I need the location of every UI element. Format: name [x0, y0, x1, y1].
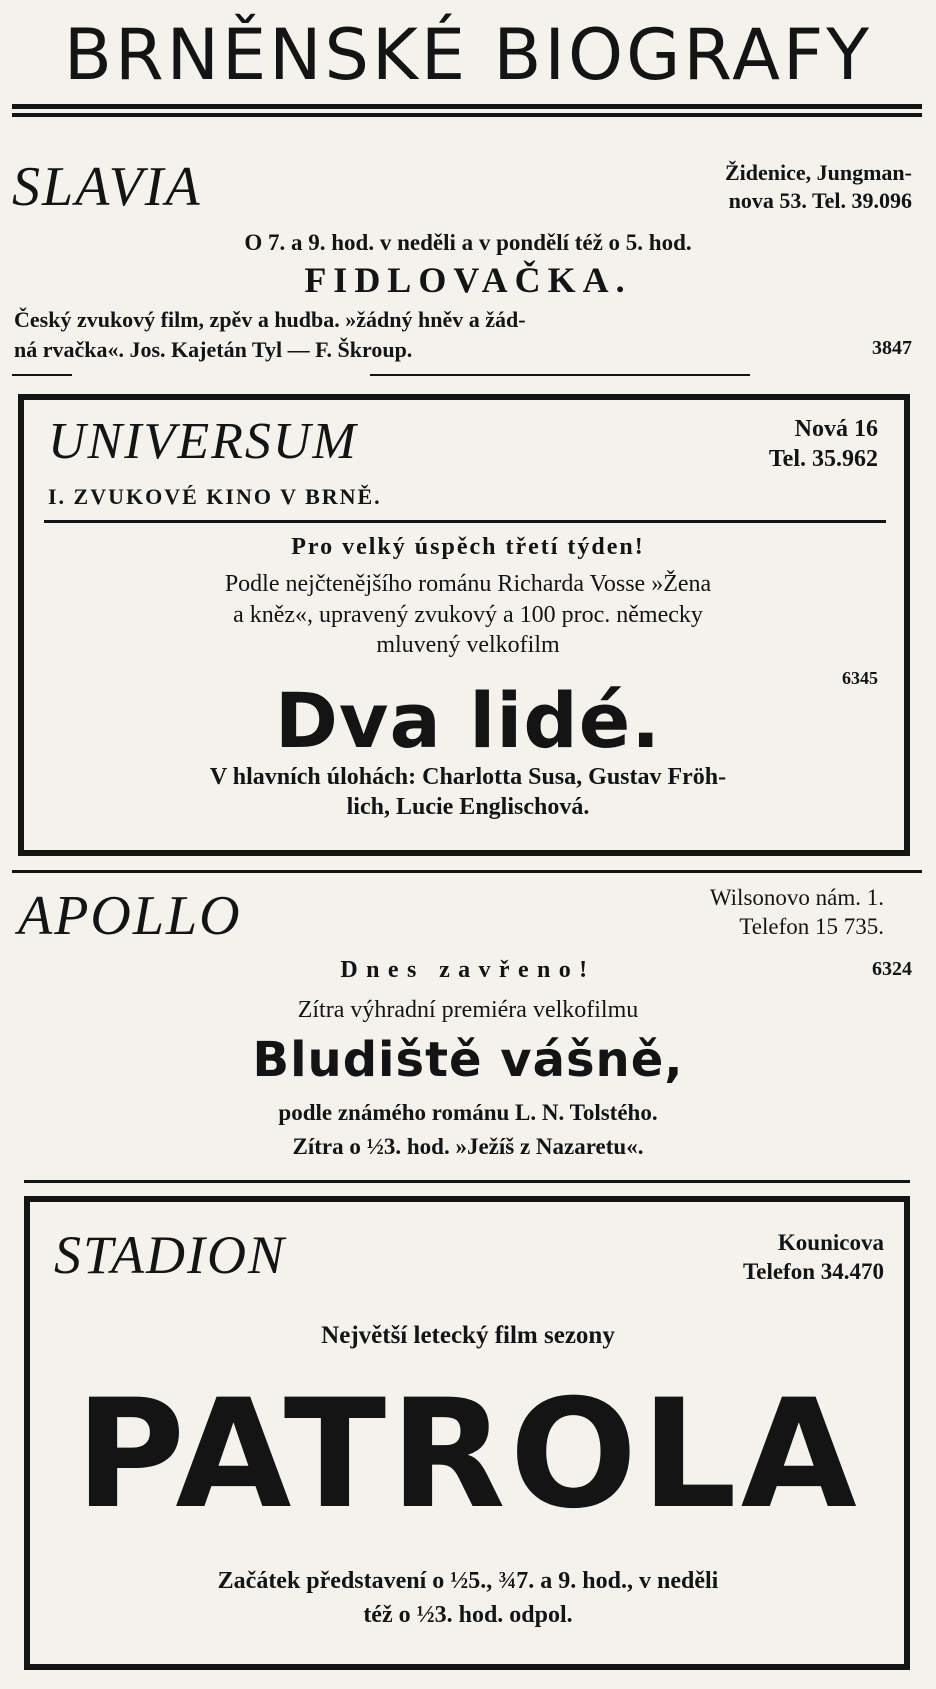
film-description-line1: Podle nejčtenějšího románu Richarda Vosse »Žena — [224, 571, 712, 597]
cast-line1: V hlavních úlohách: Charlotta Susa, Gustav Fröh- — [209, 764, 727, 790]
film-title: FIDLOVAČKA. — [304, 260, 632, 300]
divider — [12, 374, 72, 376]
cinema-name: SLAVIA — [12, 156, 202, 218]
headline: Pro velký úspěch třetí týden! — [291, 534, 645, 560]
film-description-line2: ná rvačka«. Jos. Kajetán Tyl — F. Škroup. — [14, 337, 413, 362]
cinema-address-line1: Wilsonovo nám. 1. — [709, 885, 884, 910]
cinema-name: UNIVERSUM — [48, 413, 358, 470]
tagline: Největší letecký film sezony — [321, 1322, 615, 1349]
header-rule-top — [12, 104, 922, 109]
cinema-address-line1: Kounicova — [777, 1230, 884, 1255]
cinema-address-line2: Telefon 34.470 — [743, 1259, 884, 1284]
schedule-line1: Začátek představení o ½5., ¾7. a 9. hod., v neděli — [217, 1568, 719, 1594]
showtimes: O 7. a 9. hod. v neděli a v pondělí též o 5. hod. — [244, 230, 692, 255]
film-title: Bludiště vášně, — [252, 1032, 684, 1088]
cinema-address-line2: Telefon 15 735. — [739, 914, 884, 939]
cinema-address-line1: Židenice, Jungman- — [724, 160, 912, 185]
film-title: Dva lidé. — [274, 676, 662, 765]
film-description-line3: mluvený velkofilm — [376, 632, 560, 658]
divider — [24, 1180, 910, 1183]
ad-reference: 6345 — [842, 668, 878, 688]
ad-reference: 6324 — [872, 958, 912, 980]
notice: Dnes zavřeno! — [340, 957, 596, 983]
film-title: PATROLA — [75, 1368, 861, 1542]
extra-screening: Zítra o ½3. hod. »Ježíš z Nazaretu«. — [292, 1134, 644, 1159]
divider — [44, 520, 886, 523]
page-title: BRNĚNSKÉ BIOGRAFY — [63, 14, 873, 96]
ad-reference: 3847 — [872, 337, 912, 359]
cinema-name: STADION — [54, 1225, 287, 1285]
header-rule-bottom — [12, 113, 922, 117]
announcement: Zítra výhradní premiéra velkofilmu — [297, 997, 639, 1023]
schedule-line2: též o ½3. hod. odpol. — [363, 1602, 573, 1628]
cinema-name: APOLLO — [18, 885, 242, 947]
cinema-address-line2: nova 53. Tel. 39.096 — [728, 188, 912, 213]
film-description-line2: a kněz«, upravený zvukový a 100 proc. německy — [233, 602, 703, 628]
cinema-subtitle: I. ZVUKOVÉ KINO V BRNĚ. — [48, 484, 382, 509]
cast-line2: lich, Lucie Englischová. — [346, 794, 590, 820]
divider — [370, 374, 750, 376]
cinema-address-line2: Tel. 35.962 — [768, 446, 878, 472]
cinema-address-line1: Nová 16 — [794, 416, 878, 442]
film-source: podle známého románu L. N. Tolstého. — [278, 1100, 658, 1125]
divider — [12, 870, 922, 873]
film-description-line1: Český zvukový film, zpěv a hudba. »žádný hněv a žád- — [14, 307, 526, 332]
